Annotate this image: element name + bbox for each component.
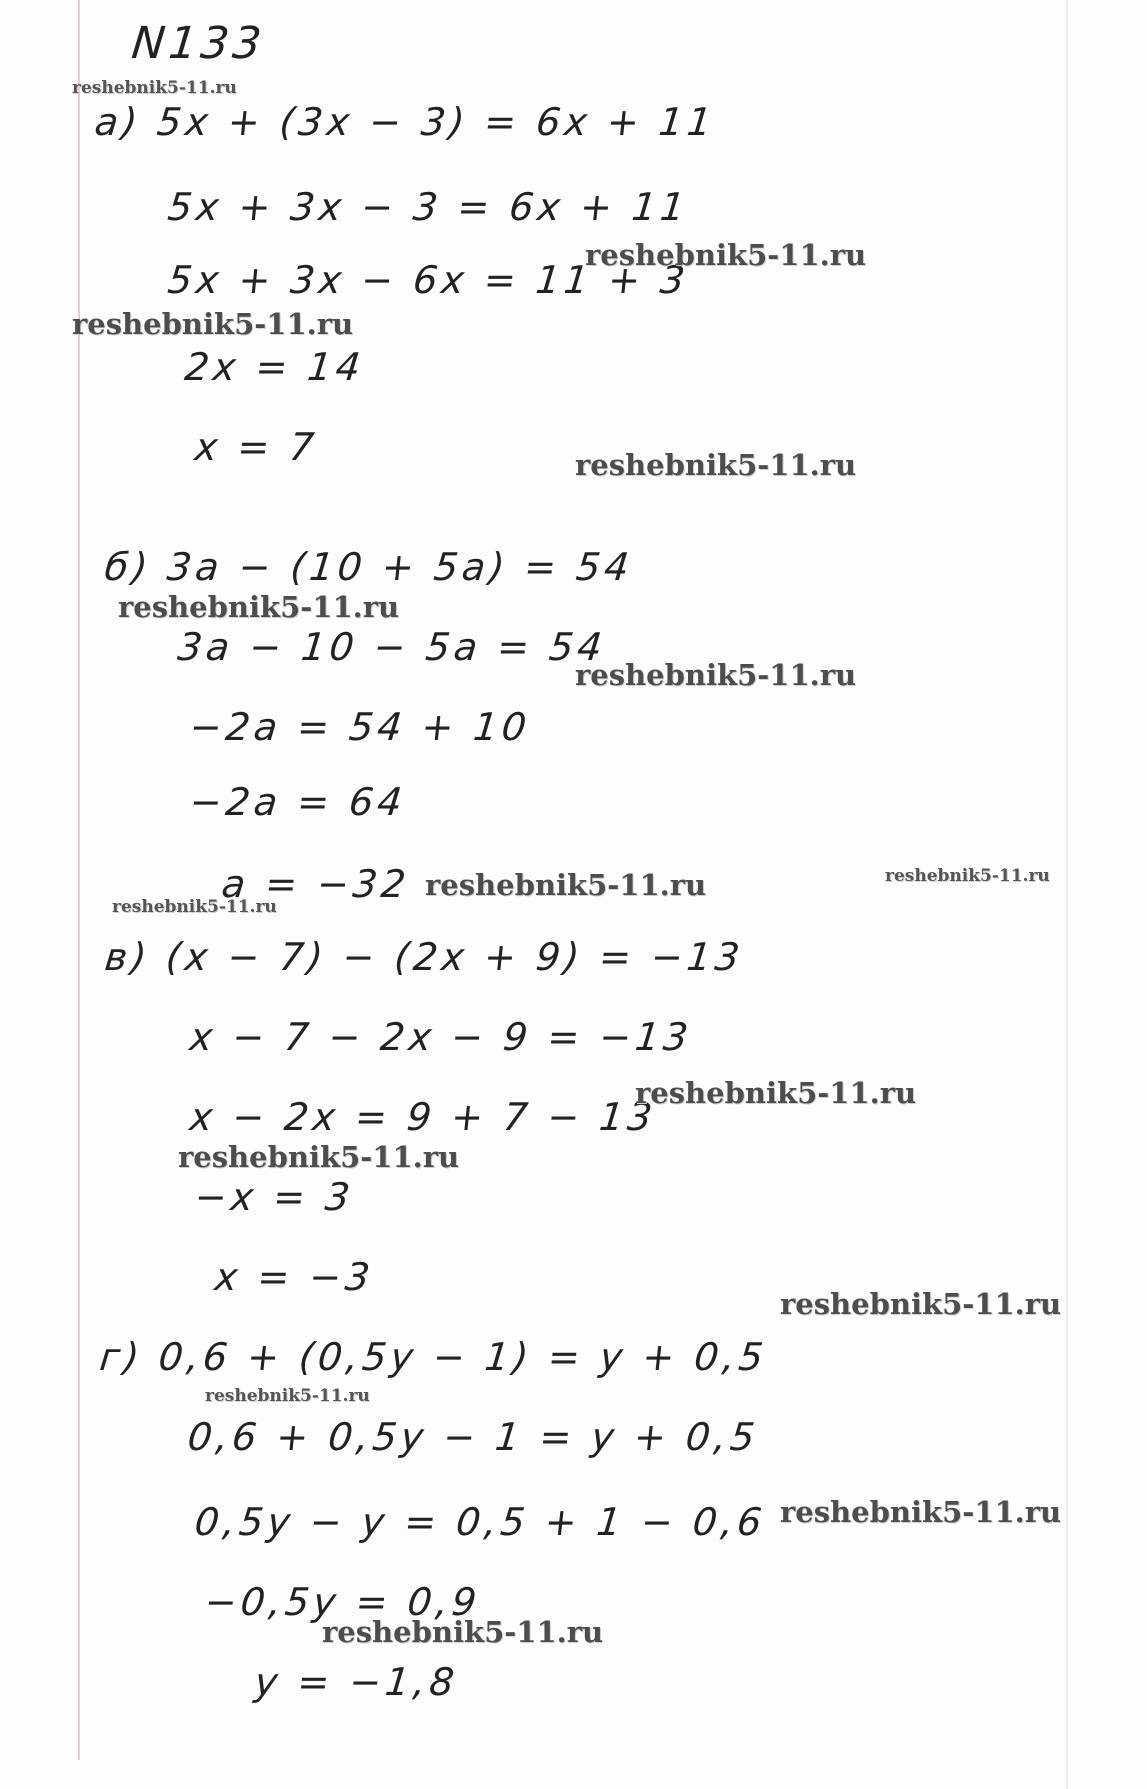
watermark: reshebnik5-11.ru [118,590,400,624]
part-a-line-3: 5x + 3x − 6x = 11 + 3 [165,258,691,302]
part-g-line-5: y = −1,8 [252,1660,461,1704]
part-g-line-1: г) 0,6 + (0,5y − 1) = y + 0,5 [97,1335,770,1379]
watermark: reshebnik5-11.ru [72,307,354,341]
watermark: reshebnik5-11.ru [635,1076,917,1110]
part-v-line-1: в) (x − 7) − (2x + 9) = −13 [102,935,746,979]
part-b-line-1: б) 3a − (10 + 5a) = 54 [102,545,635,589]
watermark: reshebnik5-11.ru [178,1140,460,1174]
part-a-line-4: 2x = 14 [182,345,367,389]
part-a-line-2: 5x + 3x − 3 = 6x + 11 [165,185,691,229]
watermark: reshebnik5-11.ru [72,78,237,98]
part-g-line-2: 0,6 + 0,5y − 1 = y + 0,5 [185,1415,761,1459]
page-edge-line [1066,0,1068,1789]
watermark: reshebnik5-11.ru [205,1386,370,1406]
watermark: reshebnik5-11.ru [575,448,857,482]
part-v-line-2: x − 7 − 2x − 9 = −13 [187,1015,695,1059]
part-b-line-2: 3a − 10 − 5a = 54 [175,625,608,669]
problem-number: N133 [129,18,268,69]
part-b-line-5: a = −32 [219,862,412,906]
watermark: reshebnik5-11.ru [780,1495,1062,1529]
part-v-line-3: x − 2x = 9 + 7 − 13 [187,1095,659,1139]
watermark: reshebnik5-11.ru [575,658,857,692]
part-a-line-5: x = 7 [192,425,320,469]
watermark: reshebnik5-11.ru [322,1615,604,1649]
watermark: reshebnik5-11.ru [780,1287,1062,1321]
watermark: reshebnik5-11.ru [885,866,1050,886]
watermark: reshebnik5-11.ru [112,897,277,917]
watermark: reshebnik5-11.ru [425,868,707,902]
part-a-line-1: а) 5x + (3x − 3) = 6x + 11 [92,100,718,144]
margin-line [78,0,80,1760]
part-g-line-4: −0,5y = 0,9 [202,1580,483,1624]
part-g-line-3: 0,5y − y = 0,5 + 1 − 0,6 [192,1500,768,1544]
part-b-line-3: −2a = 54 + 10 [187,705,533,749]
part-b-line-4: −2a = 64 [187,780,408,824]
watermark: reshebnik5-11.ru [585,238,867,272]
part-v-line-4: −x = 3 [192,1175,356,1219]
part-v-line-5: x = −3 [212,1255,376,1299]
